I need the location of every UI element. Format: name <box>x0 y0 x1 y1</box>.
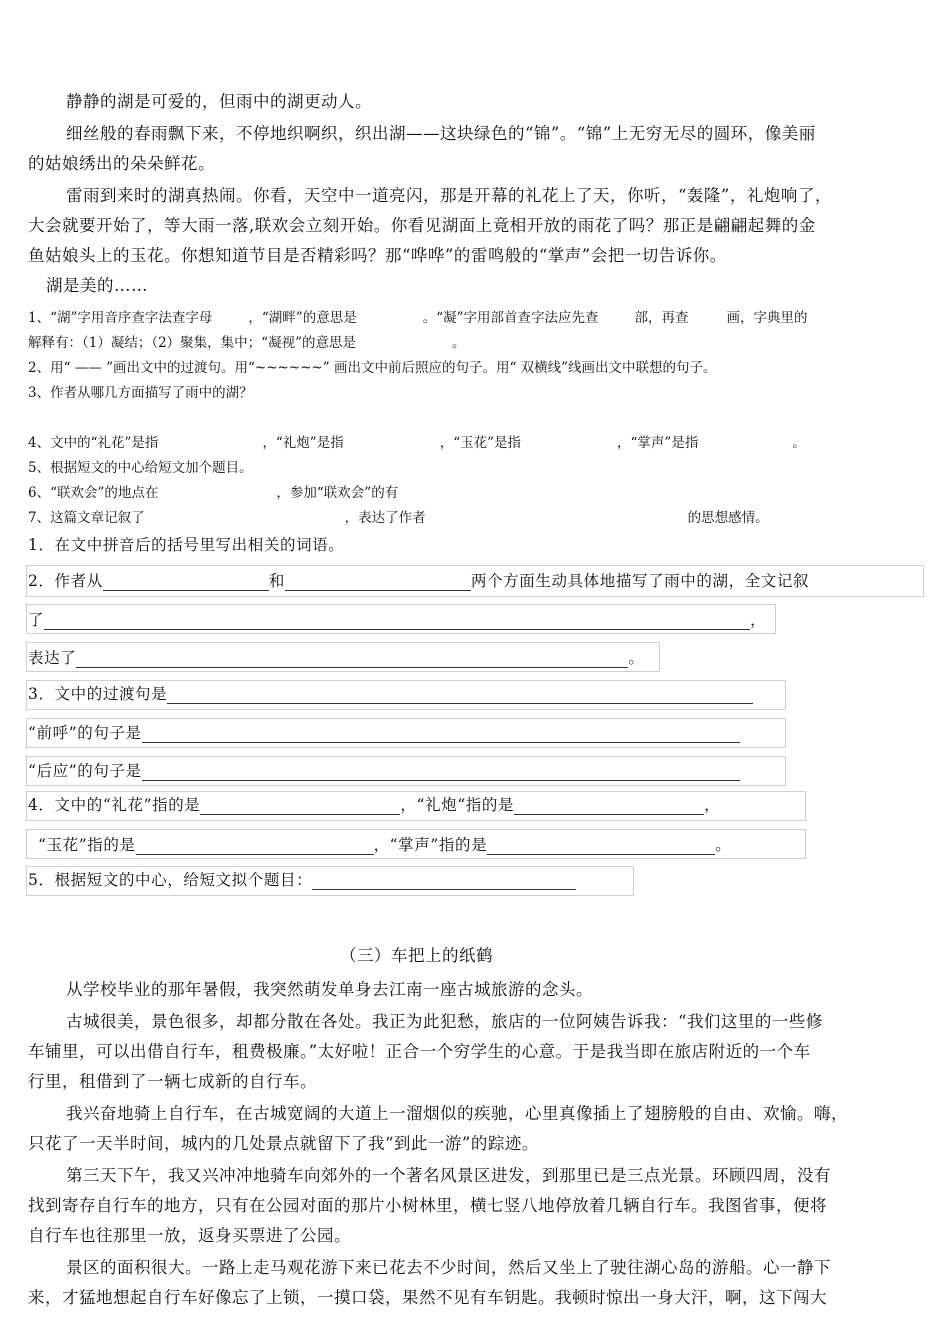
q4-part-a: 4、文中的“礼花”是指 <box>28 435 159 451</box>
q4-label-d: “玉花”指的是 <box>38 836 136 854</box>
q2-blank-feeling[interactable] <box>76 649 628 668</box>
q5-label: 5．根据短文的中心，给短文拟个题目： <box>28 871 313 889</box>
passage1-para2-line1: 细丝般的春雨飘下来，不停地织啊织，织出湖——这块绿色的“锦”。“锦”上无穷无尽的圆环，像美丽 <box>66 124 816 143</box>
small-question-1-line1 <box>28 306 808 326</box>
q3-blank-front[interactable] <box>142 724 740 743</box>
passage2-line3: 车铺里，可以出借自行车，租费极廉。”太好啦！正合一个穷学生的心意。于是我当即在旅店附近的一个车 <box>28 1042 811 1061</box>
big-question-5 <box>28 868 576 890</box>
q3-blank-back[interactable] <box>142 762 740 781</box>
q7-part-a: 7、这篇文章记叙了 <box>28 510 145 526</box>
small-question-1-line2 <box>28 331 465 351</box>
passage2-line7: 第三天下午，我又兴冲冲地骑车向郊外的一个著名风景区进发，到那里已是三点光景。环顾四周，没有 <box>66 1166 831 1185</box>
big-question-2-row2 <box>28 608 766 630</box>
small-question-4 <box>28 431 806 451</box>
q1-part-e: 画，字典里的 <box>726 310 808 326</box>
passage2-line8: 找到寄存自行车的地方，只有在公园对面的那片小树林里，横七竖八地停放着几辆自行车。我图省事，便将 <box>28 1196 827 1215</box>
q4-part-d: ，“掌声”是指 <box>617 435 699 451</box>
small-question-2: 2、用“ —— ”画出文中的过渡句。用“~~~~~~” 画出文中前后照应的句子。用“ 双横线”线画出文中联想的句子。 <box>28 360 717 376</box>
q2-label-c: 两个方面生动具体地描写了雨中的湖，全文记叙 <box>470 572 810 590</box>
q3-label-a: 3．文中的过渡句是 <box>28 685 168 703</box>
q2-label-e: ， <box>750 611 767 629</box>
big-question-3-row2 <box>28 721 740 743</box>
passage1-para1: 静静的湖是可爱的，但雨中的湖更动人。 <box>66 92 372 111</box>
passage2-line5: 我兴奋地骑上自行车，在古城宽阔的大道上一溜烟似的疾驰，心里真像插上了翅膀般的自由、欢愉。嗨， <box>66 1104 848 1123</box>
q2-blank-aspect-2[interactable] <box>285 572 471 591</box>
big-question-4-row1 <box>28 793 720 815</box>
passage2-line2: 古城很美，景色很多，却都分散在各处。我正为此犯愁，旅店的一位阿姨告诉我：“我们这里的一些修 <box>66 1012 823 1031</box>
big-question-1: 1．在文中拼音后的括号里写出相关的词语。 <box>28 536 345 554</box>
big-question-3-row1 <box>28 682 753 704</box>
big-question-3-row3 <box>28 759 740 781</box>
passage1-para3-line2: 大会就要开始了，等大雨一落,联欢会立刻开始。你看见湖面上竟相开放的雨花了吗？那正是翩翩起舞的金 <box>28 216 816 235</box>
q3-label-b: “前呼”的句子是 <box>28 724 142 742</box>
q4-blank-lipao[interactable] <box>514 796 704 815</box>
q1-part-g: 。 <box>451 335 466 351</box>
small-question-5: 5、根据短文的中心给短文加个题目。 <box>28 460 253 476</box>
q4-label-e: ，“掌声”指的是 <box>373 836 488 854</box>
q4-label-f: 。 <box>715 836 732 854</box>
q4-blank-yuhua[interactable] <box>136 836 374 855</box>
passage1-para3-line1: 雷雨到来时的湖真热闹。你看，天空中一道亮闪，那是开幕的礼花上了天，你听，“轰隆”，礼炮响了， <box>66 186 832 205</box>
small-question-3: 3、作者从哪几方面描写了雨中的湖？ <box>28 385 253 401</box>
q2-label-f: 表达了 <box>28 649 77 667</box>
q3-label-c: “后应”的句子是 <box>28 762 142 780</box>
q2-label-a: 2．作者从 <box>28 572 103 590</box>
passage1-para3-line3: 鱼姑娘头上的玉花。你想知道节目是否精彩吗？那“哗哗”的雷鸣般的“掌声”会把一切告诉你。 <box>28 246 727 265</box>
q2-label-d: 了 <box>28 611 45 629</box>
q4-part-e: 。 <box>792 435 806 451</box>
q4-blank-zhangsheng[interactable] <box>487 836 715 855</box>
q1-part-b: ，“湖畔”的意思是 <box>248 310 357 326</box>
q1-part-a: 1、“湖”字用音序查字法查字母 <box>28 310 213 326</box>
passage2-line11: 来，才猛地想起自行车好像忘了上锁，一摸口袋，果然不见有车钥匙。我顿时惊出一身大汗，啊，这下闯大 <box>28 1288 827 1307</box>
q4-label-c: ， <box>704 796 721 814</box>
passage2-line9: 自行车也往那里一放，返身买票进了公园。 <box>28 1226 351 1245</box>
q1-part-c: 。“凝”字用部首查字法应先查 <box>422 310 599 326</box>
q6-part-b: ，参加“联欢会”的有 <box>276 485 399 501</box>
passage2-line1: 从学校毕业的那年暑假，我突然萌发单身去江南一座古城旅游的念头。 <box>66 980 593 999</box>
q4-part-c: ，“玉花”是指 <box>439 435 522 451</box>
q2-blank-narrative[interactable] <box>44 611 750 630</box>
q4-part-b: ，“礼炮”是指 <box>262 435 344 451</box>
q4-label-b: ，“礼炮“指的是 <box>400 796 515 814</box>
passage1-para2-line2: 的姑娘绣出的朵朵鲜花。 <box>28 154 215 173</box>
q3-blank-transition[interactable] <box>167 685 753 704</box>
passage2-line10: 景区的面积很大。一路上走马观花游下来已花去不少时间，然后又坐上了驶往湖心岛的游船。心一静下 <box>66 1258 831 1277</box>
big-question-2-row1 <box>28 569 809 591</box>
passage2-title: （三）车把上的纸鹤 <box>340 946 493 965</box>
q1-part-d: 部，再查 <box>634 310 689 326</box>
small-question-6 <box>28 481 398 501</box>
passage2-line4: 行里，租借到了一辆七成新的自行车。 <box>28 1072 317 1091</box>
q4-label-a: 4．文中的“礼花”指的是 <box>28 796 201 814</box>
q2-label-b: 和 <box>268 572 285 590</box>
q6-part-a: 6、“联欢会”的地点在 <box>28 485 159 501</box>
q7-part-c: 的思想感情。 <box>687 510 769 526</box>
small-question-7 <box>28 506 769 526</box>
passage1-para4: 湖是美的…… <box>46 276 148 295</box>
big-question-4-row2 <box>38 833 731 855</box>
q4-blank-lihua[interactable] <box>200 796 400 815</box>
big-question-2-row3 <box>28 646 644 668</box>
passage2-line6: 只花了一天半时间，城内的几处景点就留下了我“到此一游”的踪迹。 <box>28 1134 539 1153</box>
q2-label-g: 。 <box>628 649 645 667</box>
q2-blank-aspect-1[interactable] <box>103 572 269 591</box>
q5-blank-title[interactable] <box>312 871 576 890</box>
q1-part-f: 解释有：（1）凝结；（2）聚集，集中；“凝视”的意思是 <box>28 335 356 351</box>
q7-part-b: ，表达了作者 <box>344 510 426 526</box>
